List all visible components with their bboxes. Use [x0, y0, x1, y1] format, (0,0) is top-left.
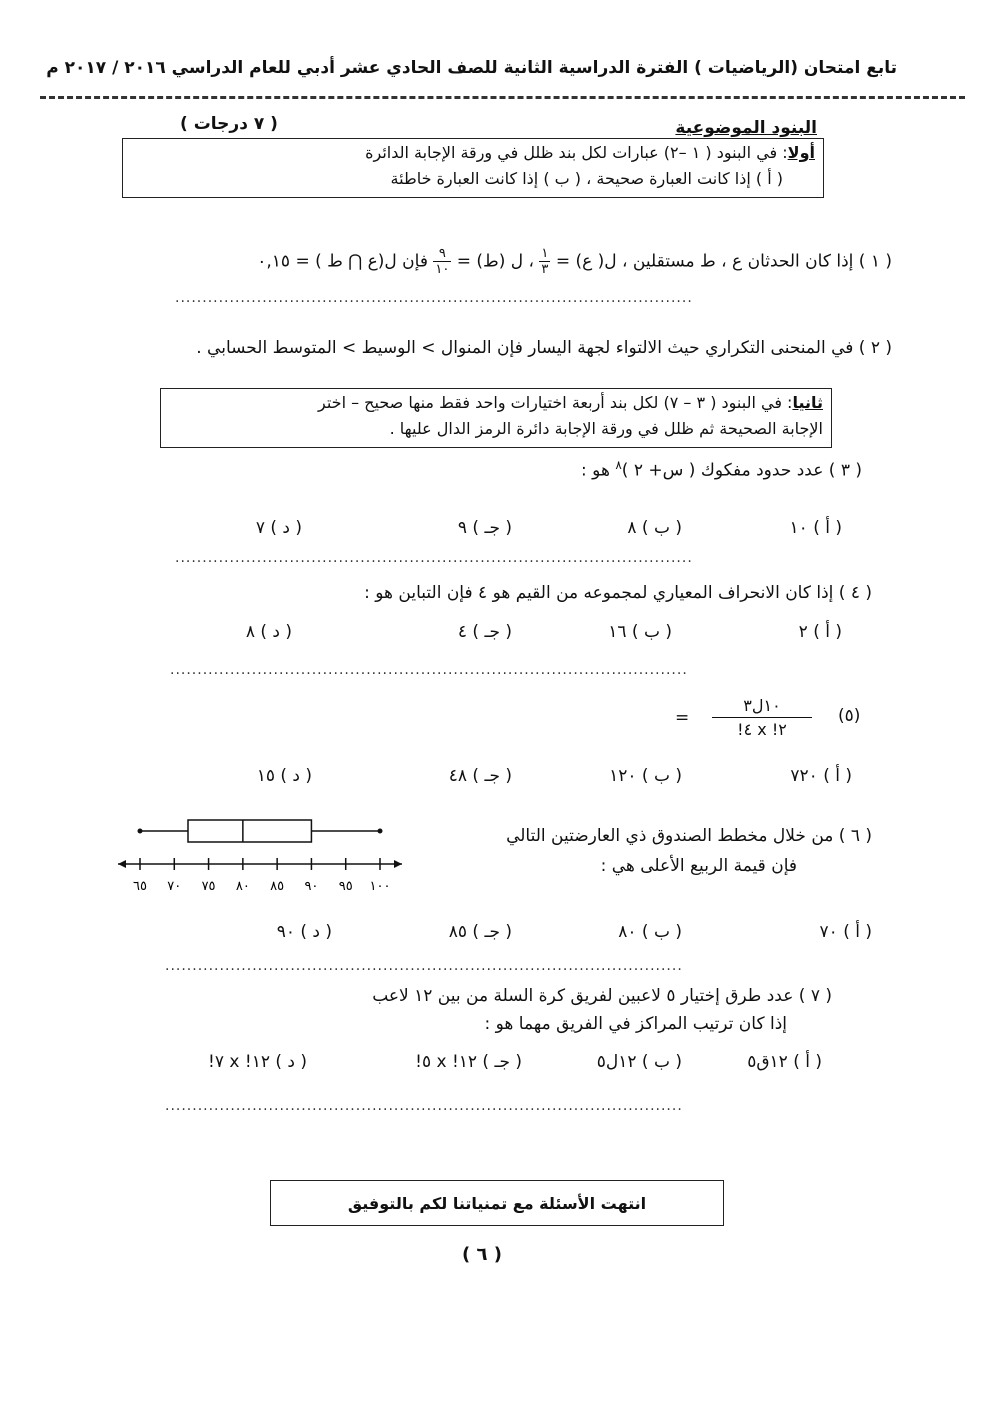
section-title: البنود الموضوعية — [675, 118, 817, 138]
part1-line2: ( أ ) إذا كانت العبارة صحيحة ، ( ب ) إذا كانت العبارة خاطئة — [390, 169, 783, 188]
box-plot-graphic — [118, 820, 402, 894]
part2-instructions-box — [160, 388, 832, 448]
box-plot — [110, 810, 420, 900]
axis-tick-label: ٦٥ — [133, 879, 147, 894]
question-4: ( ٤ ) إذا كان الانحراف المعياري لمجموعه من القيم هو ٤ فإن التباين هو : — [364, 583, 872, 603]
exam-header: تابع امتحان (الرياضيات ) الفترة الدراسية الثانية للصف الحادي عشر أدبي للعام الدراسي ٢٠١٦ / ٢٠١٧ م — [46, 58, 897, 78]
part2-line2: الإجابة الصحيحة ثم ظلل في ورقة الإجابة دائرة الرمز الدال عليها . — [389, 419, 823, 438]
answer-dots: ............................................................................................... — [165, 1098, 683, 1114]
page-number: ( ٦ ) — [462, 1244, 502, 1265]
q5-numerator: ١٠ل٣ — [712, 696, 812, 718]
box-iqr — [188, 820, 311, 842]
axis-tick-label: ٧٠ — [167, 879, 182, 894]
q5-option-a[interactable]: ( أ ) ٧٢٠ — [790, 766, 852, 786]
part1-instructions-box — [122, 138, 824, 198]
q7-option-d[interactable]: ( د ) ١٢! x ٧! — [208, 1052, 307, 1072]
q3-option-b[interactable]: ( ب ) ٨ — [627, 518, 682, 538]
q5-option-c[interactable]: ( جـ ) ٤٨ — [448, 766, 512, 786]
question-6-line2: فإن قيمة الربيع الأعلى هي : — [600, 856, 797, 876]
q5-fraction — [712, 696, 812, 739]
axis-tick-label: ٨٥ — [270, 879, 285, 894]
q3-option-a[interactable]: ( أ ) ١٠ — [789, 518, 842, 538]
question-2: ( ٢ ) في المنحنى التكراري حيث الالتواء لجهة اليسار فإن المنوال > الوسيط > المتوسط الحسابي . — [196, 338, 892, 358]
q6-option-b[interactable]: ( ب ) ٨٠ — [618, 922, 682, 942]
question-6-line1: ( ٦ ) من خلال مخطط الصندوق ذي العارضتين التالي — [506, 826, 872, 846]
question-7-line2: إذا كان ترتيب المراكز في الفريق مهما هو : — [484, 1014, 787, 1034]
axis-tick-label: ٩٥ — [338, 879, 353, 894]
q5-option-b[interactable]: ( ب ) ١٢٠ — [609, 766, 682, 786]
whisker-end-min — [138, 829, 143, 834]
part2-line1: ثانيا: في البنود ( ٣ – ٧) لكل بند أربعة اختيارات واحد فقط منها صحيح – اختر — [318, 393, 823, 412]
header-divider — [40, 96, 965, 99]
axis-arrow-left — [118, 860, 126, 868]
axis-tick-label: ١٠٠ — [369, 879, 391, 894]
question-1: ( ١ ) إذا كان الحدثان ع ، ط مستقلين ، ل( ع) = $\frac{١}{٣}$ ، ل (ط) = $\frac{٩}{١٠}$ فإن ل(ع ⋂ ط ) = ٠,١٥ — [257, 246, 892, 277]
answer-dots: ............................................................................................... — [175, 550, 693, 566]
question-7-line1: ( ٧ ) عدد طرق إختيار ٥ لاعبين لفريق كرة السلة من بين ١٢ لاعب — [372, 986, 832, 1006]
whisker-end-max — [378, 829, 383, 834]
q4-option-b[interactable]: ( ب ) ١٦ — [608, 622, 672, 642]
fraction-one-third: $\frac{١}{٣}$ — [541, 246, 549, 277]
q7-option-b[interactable]: ( ب ) ١٢ل٥ — [596, 1052, 682, 1072]
part1-label: أولا — [787, 143, 815, 162]
part2-label: ثانيا — [792, 393, 823, 412]
q6-option-d[interactable]: ( د ) ٩٠ — [276, 922, 332, 942]
q4-option-c[interactable]: ( جـ ) ٤ — [457, 622, 512, 642]
q4-option-a[interactable]: ( أ ) ٢ — [798, 622, 842, 642]
axis-arrow-right — [394, 860, 402, 868]
part1-line1: أولا: في البنود ( ١ –٢) عبارات لكل بند ظلل في ورقة الإجابة الدائرة — [365, 143, 815, 162]
fraction-nine-tenths: $\frac{٩}{١٠}$ — [435, 246, 450, 277]
q3-option-c[interactable]: ( جـ ) ٩ — [457, 518, 512, 538]
q6-option-a[interactable]: ( أ ) ٧٠ — [819, 922, 872, 942]
answer-dots: ............................................................................................... — [165, 958, 683, 974]
q7-option-a[interactable]: ( أ ) ١٢ق٥ — [747, 1052, 822, 1072]
answer-dots: ............................................................................................... — [170, 662, 688, 678]
end-message: انتهت الأسئلة مع تمنياتنا لكم بالتوفيق — [347, 1193, 647, 1213]
q6-option-c[interactable]: ( جـ ) ٨٥ — [448, 922, 512, 942]
q4-option-d[interactable]: ( د ) ٨ — [245, 622, 292, 642]
axis-tick-label: ٧٥ — [201, 879, 216, 894]
q3-option-d[interactable]: ( د ) ٧ — [255, 518, 302, 538]
question-3: ( ٣ ) عدد حدود مفكوك ( س+ ٢ )$^٨$ هو : — [581, 458, 862, 481]
end-message-box — [270, 1180, 724, 1226]
q5-denominator: ٢! x ٤! — [737, 720, 787, 739]
answer-dots: ............................................................................................... — [175, 290, 693, 306]
q5-option-d[interactable]: ( د ) ١٥ — [256, 766, 312, 786]
question-5-number: (٥) — [838, 706, 861, 726]
q5-equals: = — [675, 708, 690, 728]
axis-tick-label: ٩٠ — [304, 879, 319, 894]
q7-option-c[interactable]: ( جـ ) ١٢! x ٥! — [415, 1052, 522, 1072]
axis-tick-label: ٨٠ — [235, 879, 250, 894]
section-marks: ( ٧ درجات ) — [180, 114, 278, 134]
